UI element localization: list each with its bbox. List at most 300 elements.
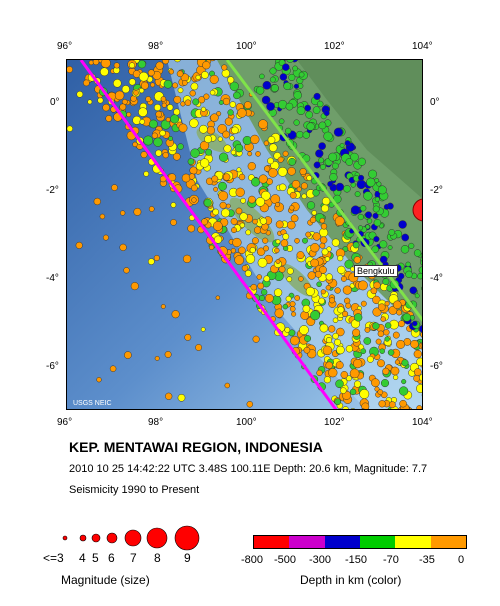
- earthquake-marker: [154, 255, 160, 261]
- earthquake-marker: [325, 257, 330, 262]
- earthquake-marker: [201, 71, 208, 78]
- earthquake-marker: [329, 153, 337, 161]
- earthquake-marker: [396, 340, 404, 348]
- earthquake-marker: [243, 136, 252, 145]
- earthquake-marker: [76, 242, 83, 249]
- depth-label-70: -70: [383, 554, 399, 566]
- earthquake-marker: [385, 323, 391, 329]
- earthquake-marker: [144, 136, 153, 145]
- earthquake-marker: [378, 304, 385, 311]
- earthquake-marker: [367, 356, 373, 362]
- earthquake-marker: [164, 80, 172, 88]
- earthquake-marker: [148, 259, 154, 265]
- earthquake-marker: [183, 255, 191, 263]
- earthquake-marker: [279, 184, 286, 191]
- earthquake-marker: [364, 192, 373, 201]
- earthquake-marker: [259, 295, 265, 301]
- earthquake-marker: [97, 377, 102, 382]
- earthquake-marker: [383, 278, 389, 284]
- earthquake-marker: [111, 185, 117, 191]
- earthquake-marker: [365, 212, 372, 219]
- earthquake-marker: [133, 116, 141, 124]
- earthquake-marker: [374, 282, 381, 289]
- earthquake-marker: [358, 226, 363, 231]
- earthquake-marker: [258, 283, 264, 289]
- earthquake-marker: [124, 267, 130, 273]
- earthquake-marker: [321, 205, 328, 212]
- earthquake-marker: [290, 306, 295, 311]
- earthquake-marker: [364, 337, 371, 344]
- earthquake-marker: [320, 324, 328, 332]
- lon-tick-bottom-102: 102°: [324, 417, 345, 428]
- earthquake-marker: [377, 360, 384, 367]
- lon-tick-top-102: 102°: [324, 41, 345, 52]
- earthquake-marker: [167, 104, 173, 110]
- earthquake-marker: [270, 77, 275, 82]
- earthquake-marker: [256, 197, 265, 206]
- earthquake-marker: [314, 162, 320, 168]
- earthquake-marker: [207, 126, 215, 134]
- earthquake-marker: [295, 295, 300, 300]
- earthquake-marker: [231, 127, 238, 134]
- earthquake-marker: [231, 150, 236, 155]
- earthquake-marker: [346, 345, 353, 352]
- earthquake-marker: [291, 215, 298, 222]
- earthquake-marker: [299, 325, 308, 334]
- earthquake-marker: [342, 311, 348, 317]
- earthquake-marker: [260, 218, 267, 225]
- earthquake-marker: [391, 367, 399, 375]
- earthquake-marker: [337, 255, 343, 261]
- earthquake-marker: [188, 159, 194, 165]
- earthquake-marker: [295, 238, 300, 243]
- earthquake-marker: [174, 109, 180, 115]
- earthquake-marker: [155, 150, 161, 156]
- earthquake-marker: [141, 82, 148, 89]
- earthquake-marker: [409, 243, 415, 249]
- earthquake-marker: [399, 387, 408, 396]
- earthquake-marker: [351, 206, 360, 215]
- earthquake-marker: [163, 152, 169, 158]
- depth-label-300: -300: [309, 554, 332, 566]
- earthquake-marker: [172, 310, 180, 318]
- earthquake-marker: [293, 66, 298, 71]
- earthquake-marker: [246, 254, 255, 263]
- earthquake-marker: [204, 199, 212, 207]
- earthquake-marker: [231, 218, 237, 224]
- earthquake-marker: [126, 112, 131, 117]
- earthquake-marker: [253, 336, 260, 343]
- earthquake-marker: [238, 247, 245, 254]
- earthquake-marker: [371, 379, 379, 387]
- mag-circle-4: [80, 535, 86, 541]
- earthquake-marker: [138, 60, 146, 68]
- earthquake-marker: [134, 208, 141, 215]
- lon-tick-bottom-96: 96°: [57, 417, 73, 428]
- earthquake-marker: [201, 327, 205, 331]
- earthquake-marker: [182, 174, 190, 182]
- earthquake-marker: [223, 131, 230, 138]
- earthquake-marker: [418, 273, 424, 279]
- earthquake-marker: [301, 183, 307, 189]
- earthquake-marker: [374, 219, 381, 226]
- earthquake-marker: [165, 393, 172, 400]
- earthquake-marker: [213, 187, 217, 191]
- depth-label-800: -800: [241, 554, 264, 566]
- earthquake-marker: [129, 63, 134, 68]
- earthquake-marker: [326, 337, 332, 343]
- earthquake-marker: [328, 181, 333, 186]
- event-details: 2010 10 25 14:42:22 UTC 3.48S 100.11E Depth: 20.6 km, Magnitude: 7.7: [69, 463, 428, 475]
- earthquake-marker: [240, 213, 248, 221]
- mag-circle-6: [107, 533, 117, 543]
- earthquake-marker: [219, 153, 228, 162]
- earthquake-marker: [122, 85, 130, 93]
- earthquake-marker: [352, 329, 360, 337]
- earthquake-marker: [302, 238, 307, 243]
- earthquake-marker: [113, 79, 121, 87]
- earthquake-marker: [210, 75, 219, 84]
- earthquake-marker: [310, 217, 316, 223]
- earthquake-marker: [213, 221, 222, 230]
- earthquake-marker: [343, 286, 352, 295]
- earthquake-marker: [263, 81, 271, 89]
- earthquake-marker: [191, 83, 198, 90]
- earthquake-marker: [403, 313, 411, 321]
- earthquake-marker: [275, 202, 280, 207]
- earthquake-marker: [170, 219, 176, 225]
- earthquake-marker: [77, 91, 83, 97]
- earthquake-marker: [257, 275, 262, 280]
- earthquake-marker: [218, 182, 226, 190]
- earthquake-marker: [320, 164, 325, 169]
- earthquake-marker: [250, 247, 256, 253]
- earthquake-marker: [301, 311, 309, 319]
- earthquake-marker: [240, 223, 245, 228]
- earthquake-marker: [308, 272, 316, 280]
- earthquake-marker: [182, 80, 187, 85]
- earthquake-marker: [231, 227, 236, 232]
- earthquake-marker: [406, 262, 411, 267]
- lon-tick-top-100: 100°: [236, 41, 257, 52]
- earthquake-marker: [185, 100, 191, 106]
- earthquake-marker: [106, 115, 112, 121]
- earthquake-marker: [326, 285, 331, 290]
- earthquake-marker: [304, 335, 310, 341]
- depth-colorbar: [253, 535, 467, 549]
- earthquake-marker: [358, 175, 364, 181]
- earthquake-marker: [103, 104, 110, 111]
- earthquake-marker: [209, 245, 214, 250]
- earthquake-marker: [415, 294, 419, 298]
- mag-label-9: 9: [184, 551, 191, 565]
- earthquake-marker: [296, 131, 303, 138]
- earthquake-marker: [218, 137, 223, 142]
- earthquake-marker: [262, 238, 268, 244]
- earthquake-marker: [276, 239, 280, 243]
- mag-circle-8: [147, 528, 167, 548]
- earthquake-marker: [380, 349, 385, 354]
- earthquake-marker: [225, 118, 233, 126]
- mag-circle-9: [175, 526, 199, 550]
- earthquake-marker: [192, 198, 197, 203]
- earthquake-marker: [311, 243, 320, 252]
- earthquake-marker: [368, 170, 376, 178]
- mag-label-3: <=3: [43, 551, 64, 565]
- earthquake-marker: [67, 126, 73, 132]
- earthquake-marker: [401, 379, 406, 384]
- earthquake-marker: [284, 82, 291, 89]
- earthquake-marker: [406, 271, 413, 278]
- earthquake-marker: [188, 225, 195, 232]
- earthquake-marker: [241, 198, 246, 203]
- lon-tick-bottom-98: 98°: [148, 417, 164, 428]
- earthquake-marker: [381, 317, 386, 322]
- earthquake-marker: [334, 128, 343, 137]
- earthquake-marker: [294, 91, 302, 99]
- earthquake-marker: [115, 91, 124, 100]
- earthquake-marker: [373, 206, 379, 212]
- earthquake-marker: [300, 168, 307, 175]
- earthquake-marker: [290, 192, 296, 198]
- earthquake-marker: [226, 204, 230, 208]
- earthquake-marker: [395, 360, 400, 365]
- earthquake-marker: [336, 361, 343, 368]
- earthquake-marker: [307, 123, 315, 131]
- earthquake-marker: [332, 239, 340, 247]
- earthquake-marker: [330, 173, 338, 181]
- earthquake-marker: [190, 90, 196, 96]
- earthquake-marker: [313, 233, 321, 241]
- earthquake-marker: [259, 175, 268, 184]
- lat-tick-left-6: -6°: [46, 361, 59, 372]
- earthquake-marker: [374, 236, 380, 242]
- earthquake-marker: [324, 110, 329, 115]
- earthquake-marker: [289, 205, 294, 210]
- earthquake-marker: [287, 268, 293, 274]
- earthquake-marker: [398, 321, 404, 327]
- earthquake-marker: [233, 92, 240, 99]
- earthquake-marker: [289, 74, 296, 81]
- earthquake-marker: [201, 107, 206, 112]
- earthquake-marker: [393, 301, 401, 309]
- earthquake-marker: [366, 178, 375, 187]
- earthquake-marker: [280, 74, 287, 81]
- earthquake-marker: [139, 72, 148, 81]
- earthquake-marker: [204, 135, 211, 142]
- earthquake-marker: [174, 96, 181, 103]
- earthquake-marker: [417, 405, 422, 410]
- earthquake-marker: [346, 158, 353, 165]
- earthquake-marker: [360, 205, 366, 211]
- earthquake-marker: [333, 318, 338, 323]
- earthquake-marker: [302, 194, 307, 199]
- earthquake-marker: [422, 251, 423, 257]
- earthquake-marker: [83, 80, 89, 86]
- earthquake-marker: [274, 289, 282, 297]
- earthquake-marker: [399, 221, 407, 229]
- earthquake-marker: [318, 158, 323, 163]
- earthquake-marker: [282, 64, 289, 71]
- earthquake-marker: [258, 120, 267, 129]
- earthquake-marker: [193, 99, 199, 105]
- earthquake-marker: [129, 79, 136, 86]
- earthquake-marker: [315, 271, 321, 277]
- earthquake-marker: [306, 232, 311, 237]
- earthquake-marker: [326, 362, 333, 369]
- earthquake-marker: [320, 218, 325, 223]
- earthquake-marker: [230, 102, 236, 108]
- earthquake-marker: [144, 171, 149, 176]
- earthquake-marker: [230, 136, 235, 141]
- earthquake-marker: [383, 368, 390, 375]
- earthquake-marker: [281, 240, 288, 247]
- earthquake-marker: [223, 98, 230, 105]
- earthquake-marker: [297, 251, 304, 258]
- earthquake-marker: [298, 276, 303, 281]
- earthquake-marker: [340, 388, 346, 394]
- earthquake-marker: [414, 250, 421, 257]
- earthquake-marker: [253, 219, 258, 224]
- earthquake-marker: [311, 259, 319, 267]
- map-canvas: [67, 60, 423, 410]
- earthquake-marker: [285, 327, 290, 332]
- earthquake-marker: [297, 107, 305, 115]
- earthquake-marker: [319, 143, 326, 150]
- earthquake-marker: [290, 336, 299, 345]
- earthquake-marker: [178, 394, 185, 401]
- earthquake-marker: [315, 150, 323, 158]
- earthquake-marker: [398, 273, 404, 279]
- earthquake-marker: [321, 290, 326, 295]
- earthquake-marker: [283, 234, 289, 240]
- earthquake-marker: [259, 74, 264, 79]
- seismicity-period: Seismicity 1990 to Present: [69, 484, 200, 496]
- earthquake-marker: [94, 198, 101, 205]
- city-label-bengkulu: Bengkulu: [354, 265, 398, 277]
- earthquake-marker: [268, 136, 275, 143]
- earthquake-marker: [378, 186, 386, 194]
- earthquake-marker: [199, 125, 207, 133]
- mag-label-4: 4: [79, 551, 86, 565]
- earthquake-marker: [150, 83, 154, 87]
- earthquake-marker: [168, 136, 172, 140]
- earthquake-marker: [324, 132, 333, 141]
- earthquake-marker: [242, 265, 248, 271]
- earthquake-marker: [314, 93, 321, 100]
- earthquake-marker: [179, 124, 187, 132]
- earthquake-marker: [202, 61, 210, 69]
- earthquake-marker: [291, 312, 296, 317]
- earthquake-marker: [149, 206, 154, 211]
- earthquake-marker: [322, 249, 328, 255]
- earthquake-marker: [156, 62, 164, 70]
- earthquake-marker: [353, 242, 359, 248]
- magnitude-legend-title: Magnitude (size): [61, 573, 150, 587]
- map-credit: USGS NEIC: [73, 400, 112, 407]
- earthquake-marker: [227, 77, 234, 84]
- earthquake-marker: [246, 230, 251, 235]
- earthquake-marker: [388, 350, 394, 356]
- earthquake-marker: [335, 288, 341, 294]
- earthquake-marker: [224, 145, 232, 153]
- earthquake-marker: [358, 214, 364, 220]
- earthquake-marker: [185, 334, 191, 340]
- earthquake-marker: [375, 178, 379, 182]
- seismicity-map: [66, 59, 423, 410]
- earthquake-marker: [210, 114, 218, 122]
- earthquake-marker: [146, 96, 151, 101]
- earthquake-marker: [373, 323, 380, 330]
- earthquake-marker: [275, 309, 284, 318]
- earthquake-marker: [178, 144, 184, 150]
- earthquake-marker: [354, 381, 361, 388]
- earthquake-marker: [422, 392, 423, 399]
- earthquake-marker: [265, 294, 273, 302]
- earthquake-marker: [225, 383, 230, 388]
- earthquake-marker: [385, 301, 390, 306]
- earthquake-marker: [114, 63, 120, 69]
- earthquake-marker: [190, 119, 199, 128]
- earthquake-marker: [103, 235, 108, 240]
- earthquake-marker: [380, 241, 388, 249]
- earthquake-marker: [161, 97, 166, 102]
- lat-tick-right-6: -6°: [430, 361, 443, 372]
- earthquake-marker: [402, 234, 409, 241]
- earthquake-marker: [297, 187, 302, 192]
- earthquake-marker: [258, 258, 267, 267]
- earthquake-marker: [189, 174, 195, 180]
- earthquake-marker: [156, 111, 162, 117]
- earthquake-marker: [223, 174, 230, 181]
- earthquake-marker: [375, 197, 380, 202]
- earthquake-marker: [261, 289, 267, 295]
- earthquake-marker: [252, 238, 258, 244]
- earthquake-marker: [360, 389, 369, 398]
- earthquake-marker: [283, 151, 288, 156]
- earthquake-marker: [320, 237, 327, 244]
- depth-band-70-35: [395, 536, 430, 548]
- earthquake-marker: [256, 87, 264, 95]
- earthquake-marker: [170, 115, 179, 124]
- earthquake-marker: [210, 90, 215, 95]
- earthquake-marker: [89, 60, 94, 65]
- earthquake-marker: [336, 380, 344, 388]
- earthquake-marker: [350, 369, 359, 378]
- depth-label-35: -35: [419, 554, 435, 566]
- earthquake-marker: [313, 107, 320, 114]
- earthquake-marker: [346, 303, 351, 308]
- depth-band-300-150: [325, 536, 360, 548]
- earthquake-marker: [171, 202, 176, 207]
- earthquake-marker: [190, 167, 197, 174]
- earthquake-marker: [235, 144, 243, 152]
- earthquake-marker: [305, 105, 311, 111]
- earthquake-marker: [120, 244, 127, 251]
- earthquake-marker: [310, 311, 319, 320]
- earthquake-marker: [400, 400, 407, 407]
- mag-label-7: 7: [130, 551, 137, 565]
- earthquake-marker: [248, 196, 255, 203]
- earthquake-marker: [381, 379, 389, 387]
- depth-band-800-500: [254, 536, 289, 548]
- earthquake-marker: [303, 305, 310, 312]
- lon-tick-top-96: 96°: [57, 41, 73, 52]
- earthquake-marker: [216, 296, 220, 300]
- earthquake-marker: [212, 176, 218, 182]
- lon-tick-top-104: 104°: [412, 41, 433, 52]
- earthquake-marker: [410, 287, 417, 294]
